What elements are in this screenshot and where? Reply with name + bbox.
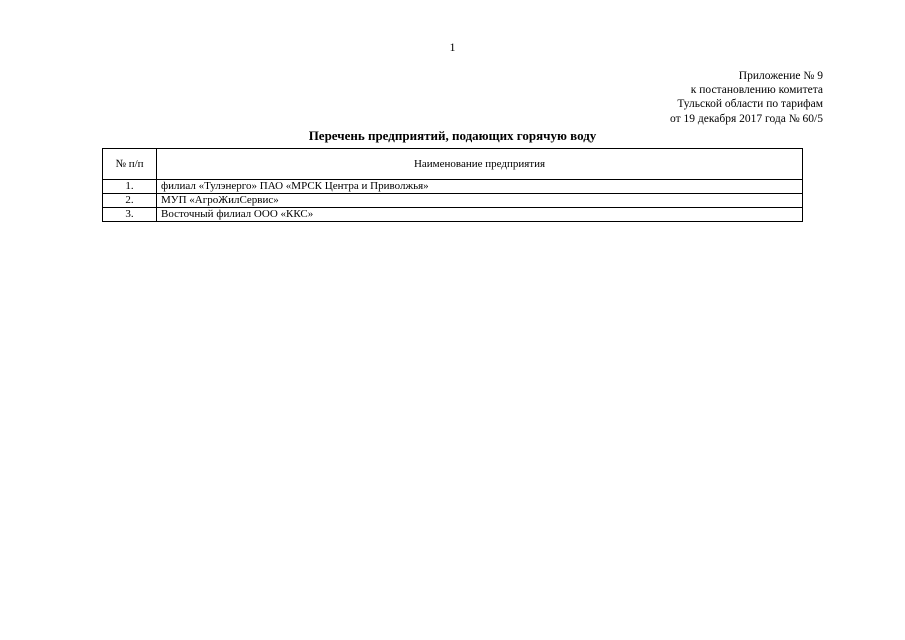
table-row [103,180,803,194]
header-name: Наименование предприятия [157,149,803,180]
appendix-line: от 19 декабря 2017 года № 60/5 [670,112,823,125]
appendix-line: к постановлению комитета [690,84,823,97]
table-row [103,194,803,208]
appendix-line: Приложение № 9 [738,70,823,82]
row-number: 1. [103,180,157,194]
table-row [103,208,803,222]
row-number: 3. [103,208,157,222]
row-number: 2. [103,194,157,208]
appendix-reference [670,69,823,126]
page-number: 1 [449,40,456,54]
enterprise-table [102,148,803,222]
row-enterprise-name: Восточный филиал ООО «ККС» [157,208,803,222]
table-header-row [103,149,803,180]
row-enterprise-name: МУП «АгроЖилСервис» [157,194,803,208]
appendix-line: Тульской области по тарифам [677,98,823,111]
row-enterprise-name: филиал «Тулэнерго» ПАО «МРСК Центра и Приволжья» [157,180,803,194]
document-title: Перечень предприятий, подающих горячую воду [308,128,597,143]
header-number: № п/п [103,149,157,180]
